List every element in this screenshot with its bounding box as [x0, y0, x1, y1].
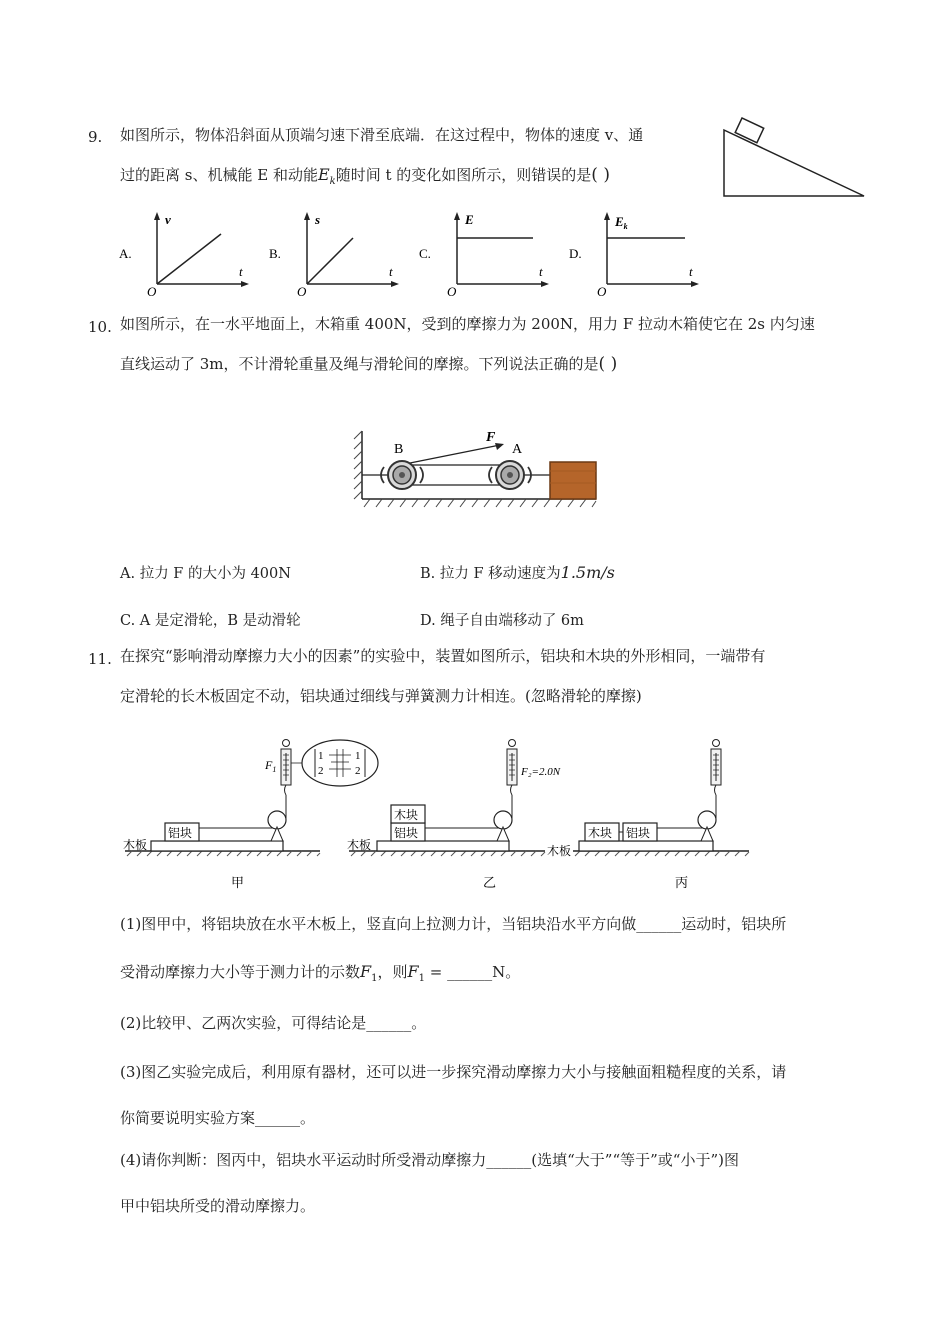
svg-text:F1: $F_1$: [265, 758, 277, 774]
svg-text:1: 1: [318, 750, 324, 762]
q11-number: 11.: [88, 650, 112, 668]
svg-text:O: O: [297, 284, 307, 298]
svg-text:铝块: 铝块: [168, 826, 193, 840]
svg-text:乙: 乙: [483, 876, 497, 891]
q11-sub3-line2: 你简要说明实验方案______。: [120, 1109, 316, 1127]
q10-number: 10.: [88, 318, 112, 336]
svg-text:丙: 丙: [675, 876, 689, 891]
q9-option-d-graph[interactable]: [565, 208, 710, 298]
svg-text:E: E: [465, 212, 474, 227]
svg-text:B: B: [394, 442, 404, 457]
svg-text:木块: 木块: [394, 808, 419, 822]
q11-line2: 定滑轮的长木板固定不动，铝块通过细线与弹簧测力计相连。(忽略滑轮的摩擦): [120, 687, 642, 705]
svg-text:B.: B.: [269, 246, 281, 261]
svg-text:t: t: [539, 264, 543, 279]
setup-jia: [123, 740, 378, 892]
q9-line2: 过的距离 s、机械能 E 和动能$E_k$随时间 t 的变化如图所示，则错误的是( ): [120, 165, 610, 187]
q11-sub4-line2: 甲中铝块所受的滑动摩擦力。: [120, 1197, 316, 1215]
svg-text:木板: 木板: [547, 844, 572, 858]
setup-yi: [347, 740, 561, 892]
svg-text:t: t: [389, 264, 393, 279]
svg-text:A: A: [512, 442, 523, 457]
q11-sub1-line1: (1)图甲中，将铝块放在水平木板上，竖直向上拉测力计，当铝块沿水平方向做______运动时，铝块所: [120, 915, 787, 933]
svg-text:O: O: [447, 284, 457, 298]
q11-sub2: (2)比较甲、乙两次实验，可得结论是______。: [120, 1014, 427, 1032]
svg-text:t: t: [239, 264, 243, 279]
svg-text:v: v: [165, 212, 171, 227]
svg-text:O: O: [597, 284, 607, 298]
svg-text:Ek: $E_k$: [615, 214, 628, 231]
svg-text:甲: 甲: [231, 876, 245, 891]
q10-option-c[interactable]: C. A 是定滑轮，B 是动滑轮: [120, 613, 301, 629]
q11-sub1-line2: 受滑动摩擦力大小等于测力计的示数$F_1$，则$F_1$ = ______N。: [120, 962, 521, 984]
svg-text:C.: C.: [419, 246, 431, 261]
q10-option-a[interactable]: A. 拉力 F 的大小为 400N: [120, 566, 291, 582]
q11-experiment-figure: [115, 735, 755, 895]
svg-text:木板: 木板: [123, 838, 148, 852]
svg-text:铝块: 铝块: [626, 826, 651, 840]
q10-line2: 直线运动了 3m，不计滑轮重量及绳与滑轮间的摩擦。下列说法正确的是( ): [120, 354, 618, 374]
wood-box: [550, 462, 596, 499]
svg-text:A.: A.: [119, 246, 132, 261]
svg-text:2: 2: [318, 765, 324, 777]
q10-option-d[interactable]: D. 绳子自由端移动了 6m: [420, 613, 584, 629]
svg-text:F: F: [486, 430, 496, 445]
q9-option-c-graph[interactable]: [415, 208, 555, 298]
q10-answer-paren[interactable]: ( ): [598, 354, 618, 374]
svg-text:D.: D.: [569, 246, 582, 261]
q10-option-b[interactable]: B. 拉力 F 移动速度为1.5m/s: [420, 563, 615, 582]
q10-pulley-figure: [350, 425, 600, 511]
svg-text:木板: 木板: [347, 838, 372, 852]
q9-number: 9.: [88, 128, 103, 146]
svg-text:铝块: 铝块: [394, 826, 419, 840]
q9-line1: 如图所示，物体沿斜面从顶端匀速下滑至底端．在这过程中，物体的速度 v、通: [120, 126, 644, 144]
svg-text:1: 1: [355, 750, 361, 762]
svg-text:2: 2: [355, 765, 361, 777]
q11-sub3-line1: (3)图乙实验完成后，利用原有器材，还可以进一步探究滑动摩擦力大小与接触面粗糙程度的关系，请: [120, 1063, 787, 1081]
q10-line1: 如图所示，在一水平地面上，木箱重 400N，受到的摩擦力为 200N，用力 F 拉动木箱使它在 2s 内匀速: [120, 315, 815, 333]
svg-text:s: s: [315, 212, 321, 227]
q9-option-a-graph[interactable]: [115, 208, 255, 298]
q9-incline-figure: [718, 112, 868, 198]
setup-bing: [547, 740, 749, 892]
svg-text:F₂=2.0N: F₂=2.0N: [521, 766, 561, 778]
q9-option-b-graph[interactable]: [265, 208, 405, 298]
q9-answer-paren[interactable]: ( ): [591, 165, 610, 185]
svg-text:t: t: [689, 264, 693, 279]
svg-text:O: O: [147, 284, 157, 298]
q11-line1: 在探究“影响滑动摩擦力大小的因素”的实验中，装置如图所示，铝块和木块的外形相同，一端带有: [120, 647, 766, 665]
q11-sub4-line1: (4)请你判断：图丙中，铝块水平运动时所受滑动摩擦力______(选填“大于”“等于”或“小于”)图: [120, 1151, 739, 1169]
svg-text:木块: 木块: [588, 826, 613, 840]
block: [735, 118, 764, 143]
